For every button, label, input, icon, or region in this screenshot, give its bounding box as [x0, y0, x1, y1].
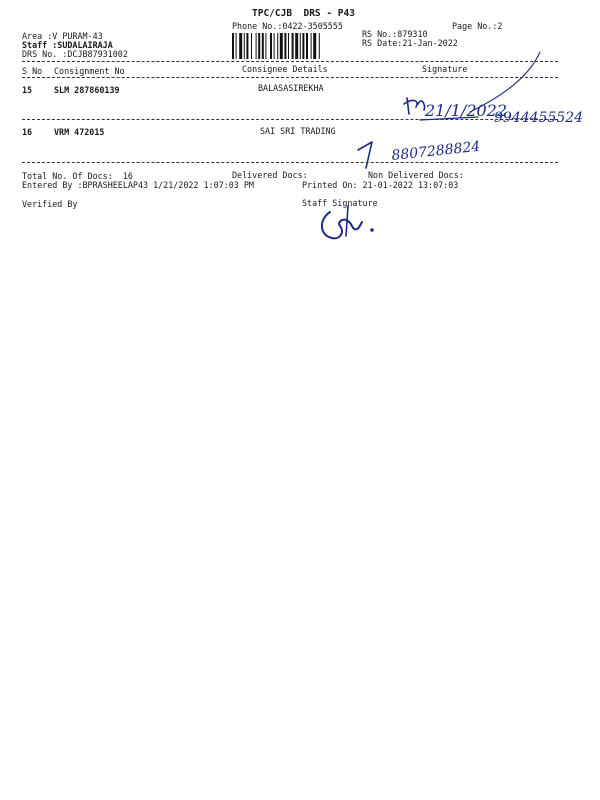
recipient-signature — [404, 98, 425, 114]
area-label: Area :V PURAM-43 — [22, 31, 103, 41]
column-signature: Signature — [422, 64, 468, 74]
handwritten-phone-1: 9944455524 — [494, 110, 584, 126]
row-sno: 15 — [22, 85, 33, 95]
column-consignment: Consignment No — [54, 66, 125, 76]
verified-by: Verified By — [22, 199, 78, 209]
total-docs: Total No. Of Docs: 16 — [22, 171, 133, 181]
staff-signature-dot — [370, 228, 374, 232]
document-title: TPC/CJB DRS - P43 — [252, 8, 355, 19]
row-consignment: SLM 287860139 — [54, 85, 120, 95]
staff-signature — [322, 212, 362, 238]
column-sno: S No — [22, 66, 43, 76]
handwritten-date: 21/1/2022 — [425, 101, 508, 120]
row-consignee: BALASASIREKHA — [258, 83, 324, 93]
column-consignee: Consignee Details — [242, 64, 328, 74]
row-sno: 16 — [22, 127, 33, 137]
drs-number: DRS No. :DCJB87931002 — [22, 49, 128, 59]
non-delivered-docs: Non Delivered Docs: — [368, 170, 464, 180]
handwritten-phone-2: 8807288824 — [390, 138, 482, 164]
entered-by: Entered By :BPRASHEELAP43 1/21/2022 1:07:03 PM — [22, 180, 254, 190]
staff-label: Staff :SUDALAIRAJA — [22, 40, 113, 50]
delivered-docs: Delivered Docs: — [232, 170, 308, 180]
page-number: Page No.:2 — [452, 21, 503, 31]
rs-date: RS Date:21-Jan-2022 — [362, 38, 458, 48]
staff-signature-tick — [346, 206, 348, 236]
rs-number: RS No.:879310 — [362, 29, 428, 39]
row-consignment: VRM 472015 — [54, 127, 105, 137]
receiver-mark — [358, 142, 372, 168]
phone-number: Phone No.:0422-3505555 — [232, 21, 343, 31]
row-consignee: SAI SRI TRADING — [260, 126, 336, 136]
staff-signature-label: Staff Signature — [302, 198, 378, 208]
printed-on: Printed On: 21-01-2022 13:07:03 — [302, 180, 459, 190]
